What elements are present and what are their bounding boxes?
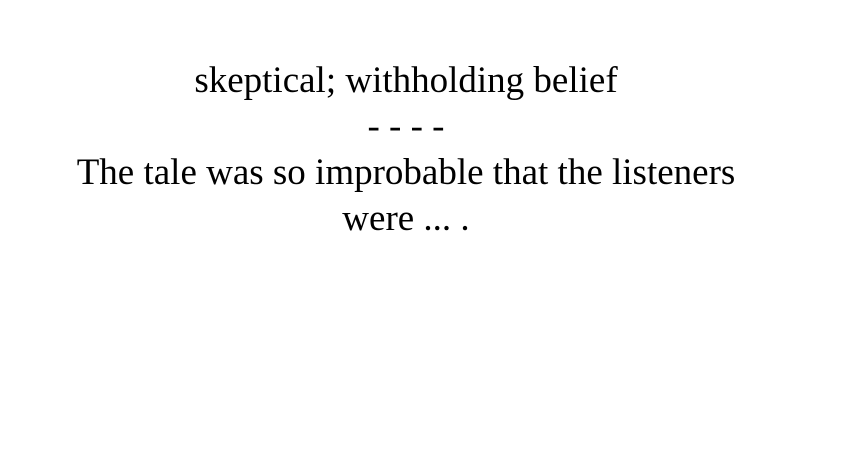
flashcard — [0, 58, 812, 242]
separator-text: - - - - — [367, 106, 445, 147]
definition-text: skeptical; withholding belief — [194, 60, 618, 101]
example-sentence: The tale was so improbable that the listeners were ... . — [76, 152, 736, 239]
